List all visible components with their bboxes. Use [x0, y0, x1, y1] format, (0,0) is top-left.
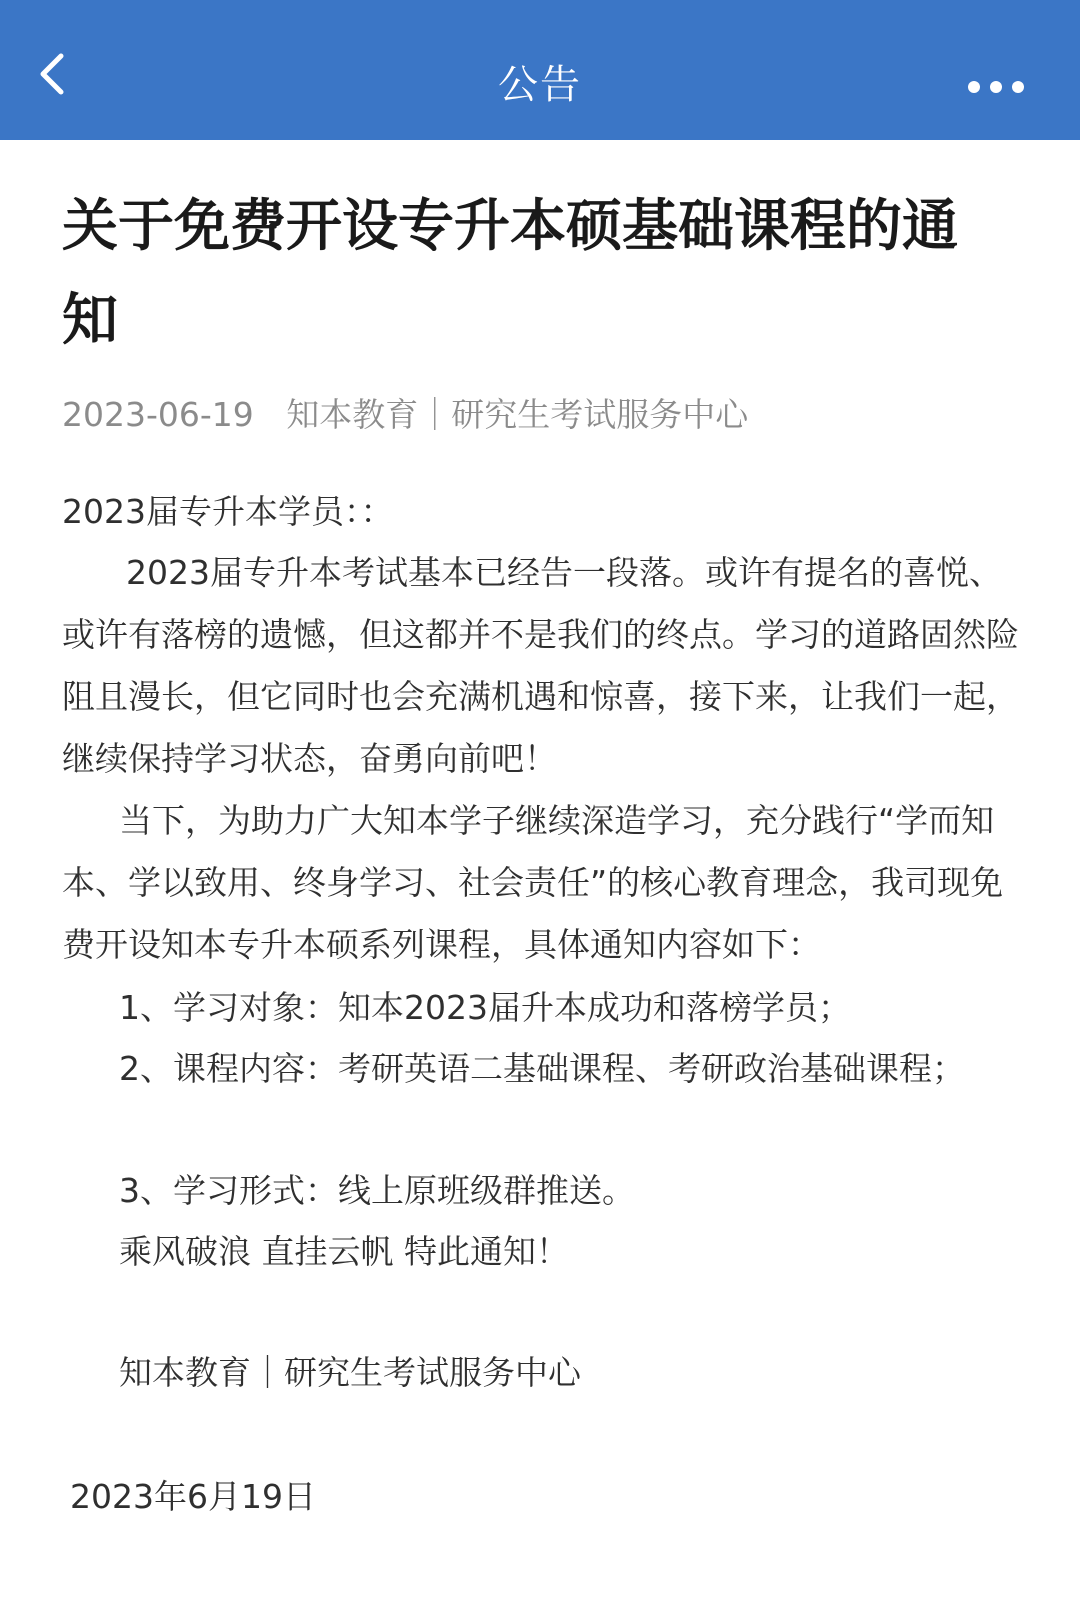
article-signature: 知本教育｜研究生考试服务中心: [119, 1353, 581, 1392]
article-paragraph: 当下，为助力广大知本学子继续深造学习，充分践行“学而知本、学以致用、终身学习、社会责任”的核心教育理念，我司现免费开设知本专升本硕系列课程，具体通知内容如下：: [62, 801, 1004, 964]
article-paragraph: 2023届专升本考试基本已经告一段落。或许有提名的喜悦、或许有落榜的遗憾，但这都并不是我们的终点。学习的道路固然险阻且漫长，但它同时也会充满机遇和惊喜，接下来，让我们一起，继续保持学习状态，奋勇向前吧！: [62, 553, 1019, 778]
article-list-item: 3、学习形式：线上原班级群推送。: [119, 1171, 635, 1210]
publish-date: 2023-06-19: [62, 395, 254, 434]
article-title: 关于免费开设专升本硕基础课程的通知: [62, 194, 958, 353]
article-meta: [62, 390, 748, 440]
more-options-button[interactable]: [956, 64, 1036, 110]
chevron-left-icon: [37, 52, 67, 96]
back-button[interactable]: [22, 44, 82, 104]
top-navigation-bar: [0, 0, 1080, 140]
article-closing: 乘风破浪 直挂云帆 特此通知！: [119, 1232, 569, 1271]
article-signature-date: 2023年6月19日: [70, 1477, 316, 1516]
more-horizontal-icon: [990, 81, 1002, 93]
author-link[interactable]: 知本教育｜研究生考试服务中心: [286, 395, 749, 434]
article-list-item: 1、学习对象：知本2023届升本成功和落榜学员；: [119, 988, 851, 1027]
article-list-item: 2、课程内容：考研英语二基础课程、考研政治基础课程；: [119, 1049, 965, 1088]
more-horizontal-icon: [1012, 81, 1024, 93]
article-paragraph: 2023届专升本学员：：: [62, 492, 394, 531]
more-horizontal-icon: [968, 81, 980, 93]
page-title: 公告: [498, 62, 582, 108]
